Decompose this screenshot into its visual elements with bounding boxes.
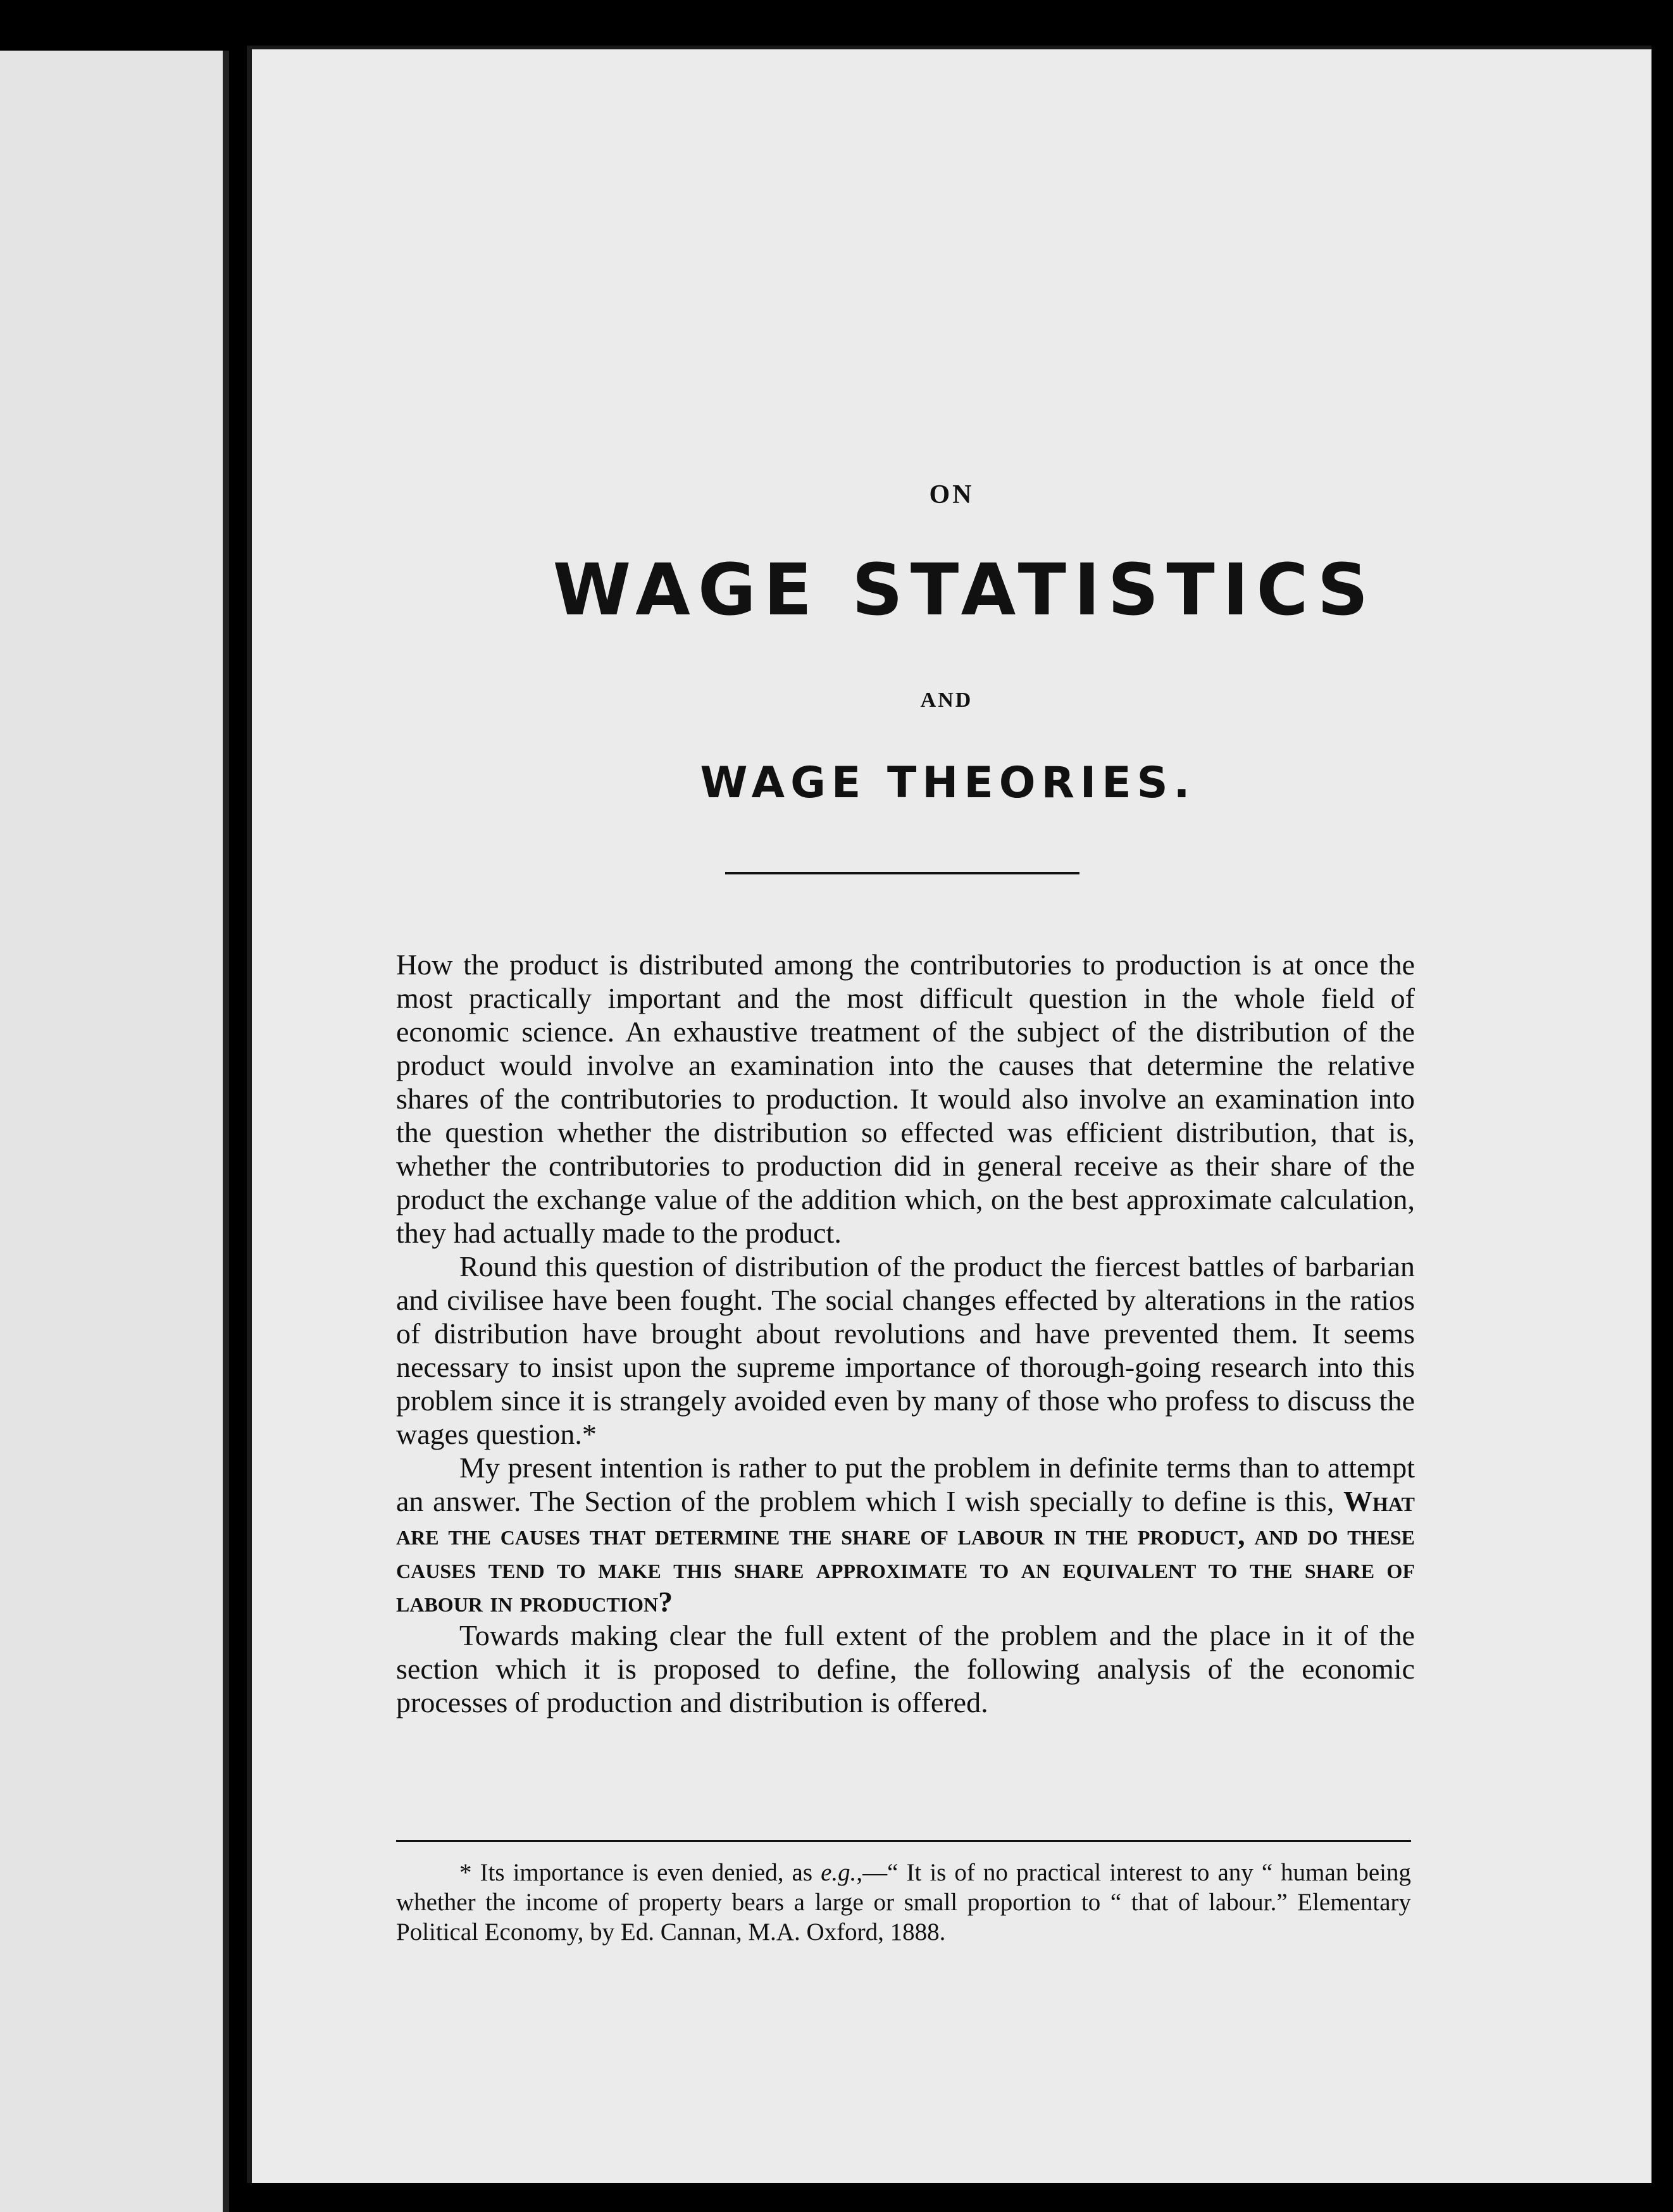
body-text <box>396 948 1415 1719</box>
footnote-eg: e.g. <box>821 1859 857 1886</box>
title-and: AND <box>920 688 973 712</box>
paragraph-1: How the product is distributed among the contributories to production is at once the most practically important and the most difficult question in the whole field of economic science. An exhaustive treatment of the subject of the distribution of the product would involve an examination into the causes that determine the relative shares of the contributories to production. It would also involve an examination into the question whether the distribution so effected was efficient distribution, that is, whether the contributories to production did in general receive as their share of the product the exchange value of the addition which, on the best approximate calculation, they had actually made to the product. <box>396 948 1415 1249</box>
footnote-divider <box>396 1840 1411 1842</box>
paragraph-4: Towards making clear the full extent of the problem and the place in it of the section which it is proposed to define, the following analysis of the economic processes of production and distribution is offered. <box>396 1619 1415 1718</box>
title-on: ON <box>929 480 974 509</box>
title-divider <box>725 872 1079 874</box>
facing-page <box>0 51 229 2212</box>
paragraph-3 <box>396 1451 1415 1619</box>
footnote-lead: * Its importance is even denied, as <box>459 1859 821 1886</box>
paragraph-3-lead: My present intention is rather to put the problem in definite terms than to attempt an answer. The Section of the problem which I wish specially to define is this, <box>396 1451 1415 1517</box>
document-page <box>247 46 1651 2183</box>
footnote-rest: ,—“ It is of no practical interest to any “ human being whether the income of property bears a large or small proportion to “ that of labour.” Elementary Political Economy, by Ed. Cannan, M.A. Oxford, 1888. <box>396 1859 1412 1946</box>
main-title: WAGE STATISTICS <box>552 549 1376 631</box>
book-spine <box>229 0 247 2212</box>
paragraph-2: Round this question of distribution of the product the fiercest battles of barbarian and civilisee have been fought. The social changes effected by alterations in the ratios of distribution have brought about revolutions and have prevented them. It seems necessary to insist upon the supreme importance of thorough-going research into this problem since it is strangely avoided even by many of those who profess to discuss the wages question.* <box>396 1250 1415 1450</box>
subtitle: WAGE THEORIES. <box>700 758 1196 808</box>
footnote <box>396 1858 1411 1947</box>
paragraph-3-question: What are the causes that determine the share of labour in the product, and do these causes tend to make this share approximate to an equivalent to the share of labour in production? <box>396 1485 1415 1618</box>
